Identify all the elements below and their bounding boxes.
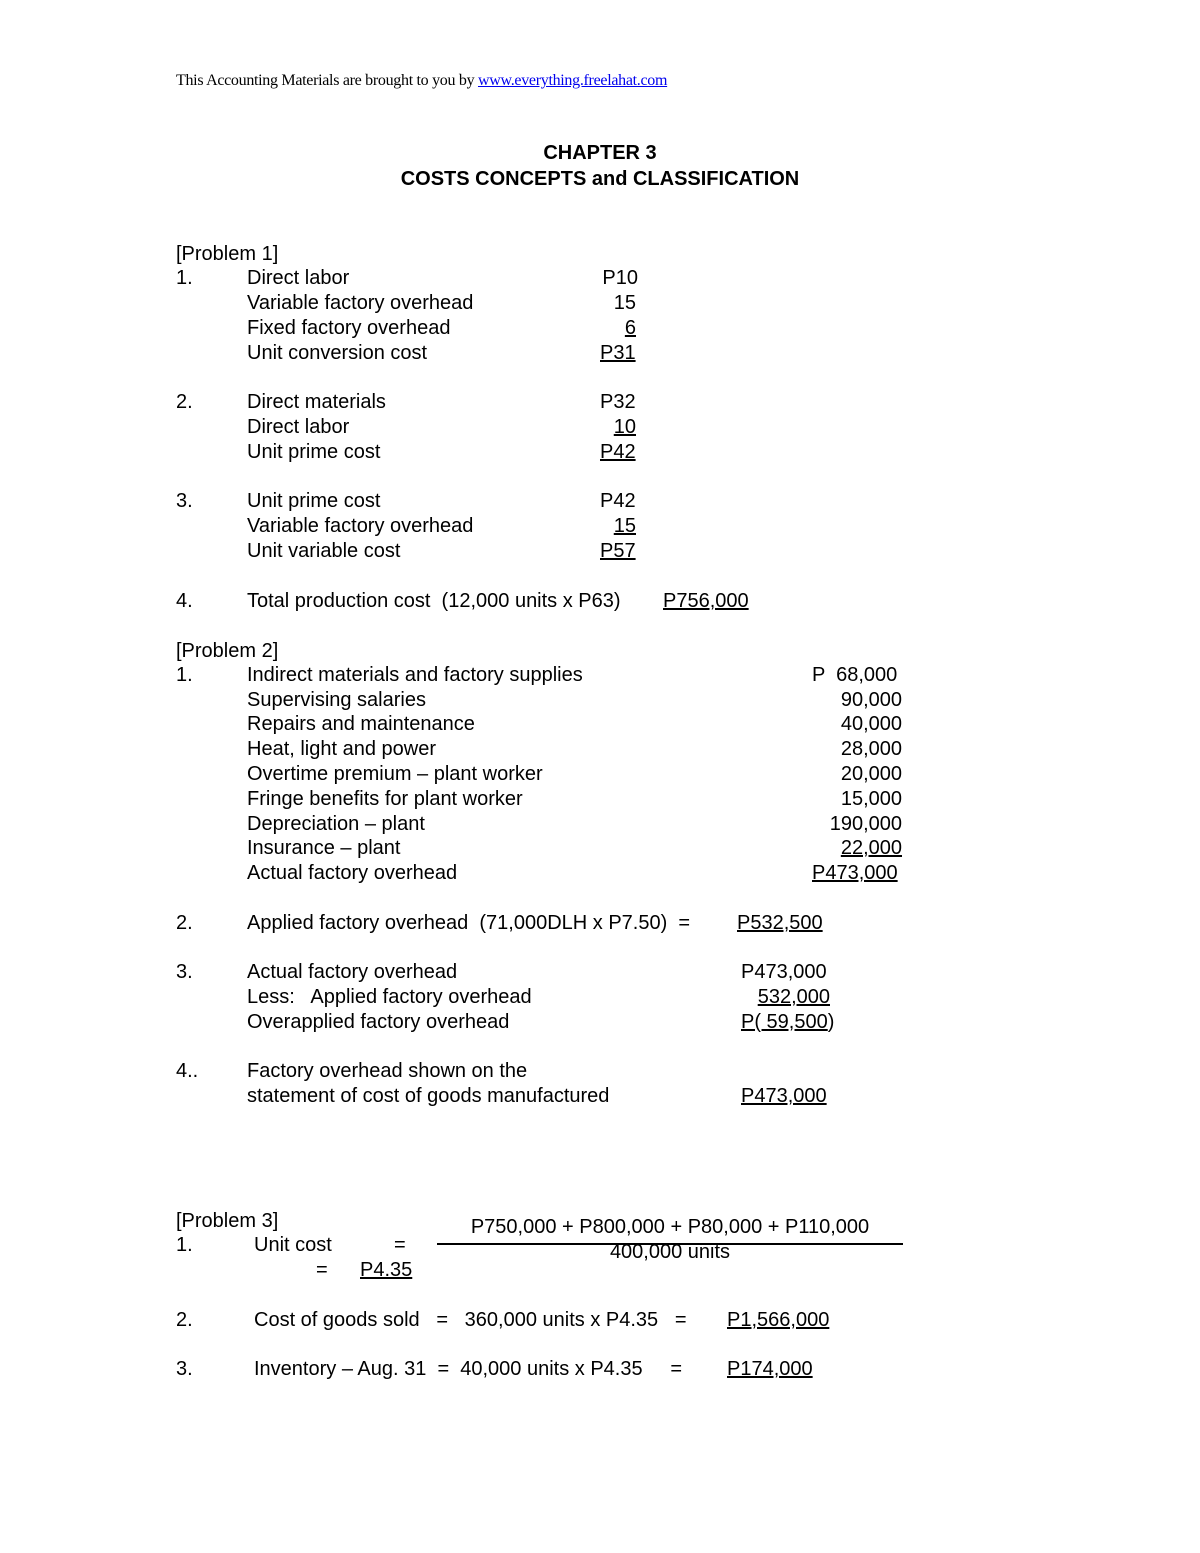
p2-q1-row-label: Heat, light and power xyxy=(247,738,437,760)
p2-q1-row-value: 190,000 xyxy=(829,813,902,835)
p2-q3-number: 3. xyxy=(176,961,193,983)
problem-3-heading: [Problem 3] xyxy=(176,1210,279,1232)
p2-q3-total xyxy=(741,1010,834,1034)
p3-q1-number: 1. xyxy=(176,1234,193,1256)
p2-q1-row-label: Fringe benefits for plant worker xyxy=(247,788,523,810)
p2-q4-line2: statement of cost of goods manufactured xyxy=(247,1085,610,1107)
p1-q2-row-value: 10 xyxy=(613,416,636,438)
p3-q3-value: P174,000 xyxy=(727,1358,813,1380)
p2-q1-row-label: Insurance – plant xyxy=(247,837,401,859)
p2-q3-total-value: P( 59,500 xyxy=(741,1011,828,1033)
p1-q3-number: 3. xyxy=(176,490,193,512)
p2-q4-value: P473,000 xyxy=(741,1085,827,1107)
p1-q1-total: P31 xyxy=(600,342,636,364)
chapter-subtitle: COSTS CONCEPTS and CLASSIFICATION xyxy=(400,168,800,190)
p3-q1-numerator: P750,000 + P800,000 + P80,000 + P110,000 xyxy=(470,1216,870,1238)
chapter-title: CHAPTER 3 xyxy=(543,142,657,164)
p2-q4-number: 4.. xyxy=(176,1060,199,1082)
p1-q3-row-label: Unit prime cost xyxy=(247,490,381,512)
p2-q3-row-label: Overapplied factory overhead xyxy=(247,1011,510,1033)
problem-2-heading: [Problem 2] xyxy=(176,640,279,662)
p2-q2-value: P532,500 xyxy=(737,912,823,934)
p1-q3-total: P57 xyxy=(600,540,636,562)
p3-q1-equals: = xyxy=(394,1234,406,1256)
p1-q2-total: P42 xyxy=(600,441,636,463)
p2-q1-row-label: Depreciation – plant xyxy=(247,813,425,835)
problem-1-heading: [Problem 1] xyxy=(176,243,279,265)
p1-q2-row-label: Unit prime cost xyxy=(247,441,381,463)
p1-q1-row-label: Unit conversion cost xyxy=(247,342,428,364)
p3-q1-label: Unit cost xyxy=(254,1234,332,1256)
p1-q3-row-value: 15 xyxy=(613,515,636,537)
p2-q1-row-label: Indirect materials and factory supplies xyxy=(247,664,583,686)
p1-q4-text: Total production cost (12,000 units x P63) xyxy=(247,590,621,612)
p3-q1-equals-2: = xyxy=(316,1259,328,1281)
p3-q2-value: P1,566,000 xyxy=(727,1309,830,1331)
p2-q2-number: 2. xyxy=(176,912,193,934)
p2-q3-row-value: 532,000 xyxy=(757,986,830,1008)
p1-q3-row-label: Unit variable cost xyxy=(247,540,401,562)
p1-q1-row-label: Variable factory overhead xyxy=(247,292,474,314)
p1-q3-row-value: P42 xyxy=(600,490,636,512)
p3-q2-number: 2. xyxy=(176,1309,193,1331)
p2-q3-row-label: Actual factory overhead xyxy=(247,961,458,983)
p1-q2-row-label: Direct materials xyxy=(247,391,386,413)
p2-q1-row-value: 28,000 xyxy=(840,738,902,760)
p2-q1-row-value: 20,000 xyxy=(840,763,902,785)
p2-q2-text: Applied factory overhead (71,000DLH x P7.50) = xyxy=(247,912,691,934)
p2-q1-row-label: Supervising salaries xyxy=(247,689,426,711)
p2-q1-row-value: 15,000 xyxy=(840,788,902,810)
p2-q4-line1: Factory overhead shown on the xyxy=(247,1060,528,1082)
source-header xyxy=(176,72,667,90)
p2-q1-total: P473,000 xyxy=(812,862,898,884)
p1-q1-row-label: Fixed factory overhead xyxy=(247,317,451,339)
p1-q1-row-value: 6 xyxy=(624,317,636,339)
p1-q2-number: 2. xyxy=(176,391,193,413)
p2-q1-row-label: Repairs and maintenance xyxy=(247,713,475,735)
p1-q2-row-value: P32 xyxy=(600,391,636,413)
p3-q3-number: 3. xyxy=(176,1358,193,1380)
p2-q3-row-label: Less: Applied factory overhead xyxy=(247,986,532,1008)
p1-q4-value: P756,000 xyxy=(663,590,749,612)
p3-q2-text: Cost of goods sold = 360,000 units x P4.35 = xyxy=(254,1309,687,1331)
p3-q3-text: Inventory – Aug. 31 = 40,000 units x P4.35 = xyxy=(254,1358,683,1380)
p2-q1-row-value: 40,000 xyxy=(840,713,902,735)
p3-q1-result: P4.35 xyxy=(360,1259,413,1281)
p2-q1-row-value: P 68,000 xyxy=(812,664,898,686)
p2-q3-row-value: P473,000 xyxy=(741,961,827,983)
p1-q2-row-label: Direct labor xyxy=(247,416,350,438)
p1-q1-row-value: P10 xyxy=(602,267,638,289)
source-header-text: This Accounting Materials are brought to you by xyxy=(176,72,478,89)
p1-q4-number: 4. xyxy=(176,590,193,612)
p1-q1-row-label: Direct labor xyxy=(247,267,350,289)
p3-q1-denominator: 400,000 units xyxy=(609,1241,731,1263)
p2-q1-row-label: Overtime premium – plant worker xyxy=(247,763,543,785)
source-link[interactable]: www.everything.freelahat.com xyxy=(477,72,668,89)
p2-q1-row-label: Actual factory overhead xyxy=(247,862,458,884)
p1-q1-row-value: 15 xyxy=(613,292,636,314)
p1-q1-number: 1. xyxy=(176,267,193,289)
p2-q1-row-value: 22,000 xyxy=(840,837,902,859)
p1-q3-row-label: Variable factory overhead xyxy=(247,515,474,537)
p2-q1-row-value: 90,000 xyxy=(840,689,902,711)
p2-q1-number: 1. xyxy=(176,664,193,686)
p2-q3-total-suffix: ) xyxy=(827,1011,835,1033)
